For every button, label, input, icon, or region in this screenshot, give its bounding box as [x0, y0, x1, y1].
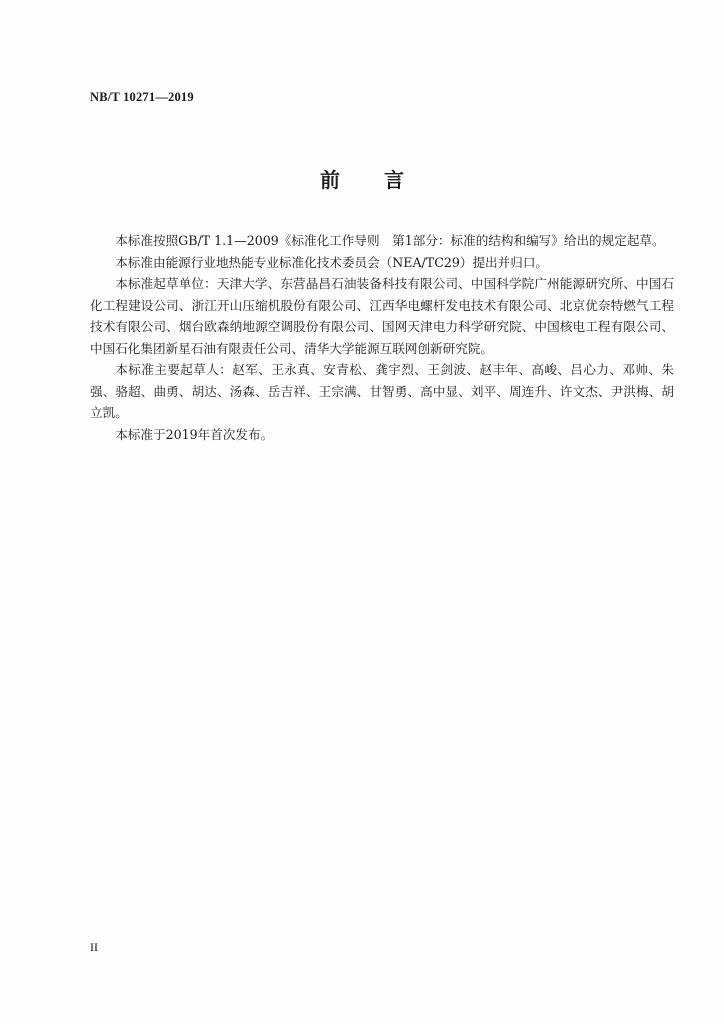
paragraph-drafting-units: 本标准起草单位：天津大学、东营晶昌石油装备科技有限公司、中国科学院广州能源研究所、中国石化工程建设公司、浙江开山压缩机股份有限公司、江西华电螺杆发电技术有限公司、北京优奈特燃气工程技术有限公司、烟台欧森纳地源空调股份有限公司、国网天津电力科学研究院、中国核电工程有限公司、中国石化集团新星石油有限责任公司、清华大学能源互联网创新研究院。 — [90, 276, 674, 356]
paragraph-release: 本标准于2019年首次发布。 — [115, 426, 274, 442]
page-number: II — [90, 940, 98, 954]
section-title-char-2: 言 — [384, 168, 404, 192]
section-title — [0, 164, 724, 193]
standard-code: NB/T 10271—2019 — [90, 90, 194, 104]
foreword-body — [90, 230, 674, 445]
paragraph-drafters: 本标准主要起草人：赵军、王永真、安青松、龚宇烈、王剑波、赵丰年、高峻、吕心力、邓帅、朱强、骆超、曲勇、胡达、汤森、岳吉祥、王宗满、甘智勇、高中显、刘平、周连升、许文杰、尹洪梅、胡立凯。 — [90, 362, 674, 420]
paragraph-drafting-rules: 本标准按照GB/T 1.1—2009《标准化工作导则 第1部分：标准的结构和编写》给出的规定起草。 — [115, 233, 665, 248]
section-title-char-1: 前 — [320, 168, 340, 192]
paragraph-proposer: 本标准由能源行业地热能专业标准化技术委员会（NEA/TC29）提出并归口。 — [115, 254, 549, 270]
